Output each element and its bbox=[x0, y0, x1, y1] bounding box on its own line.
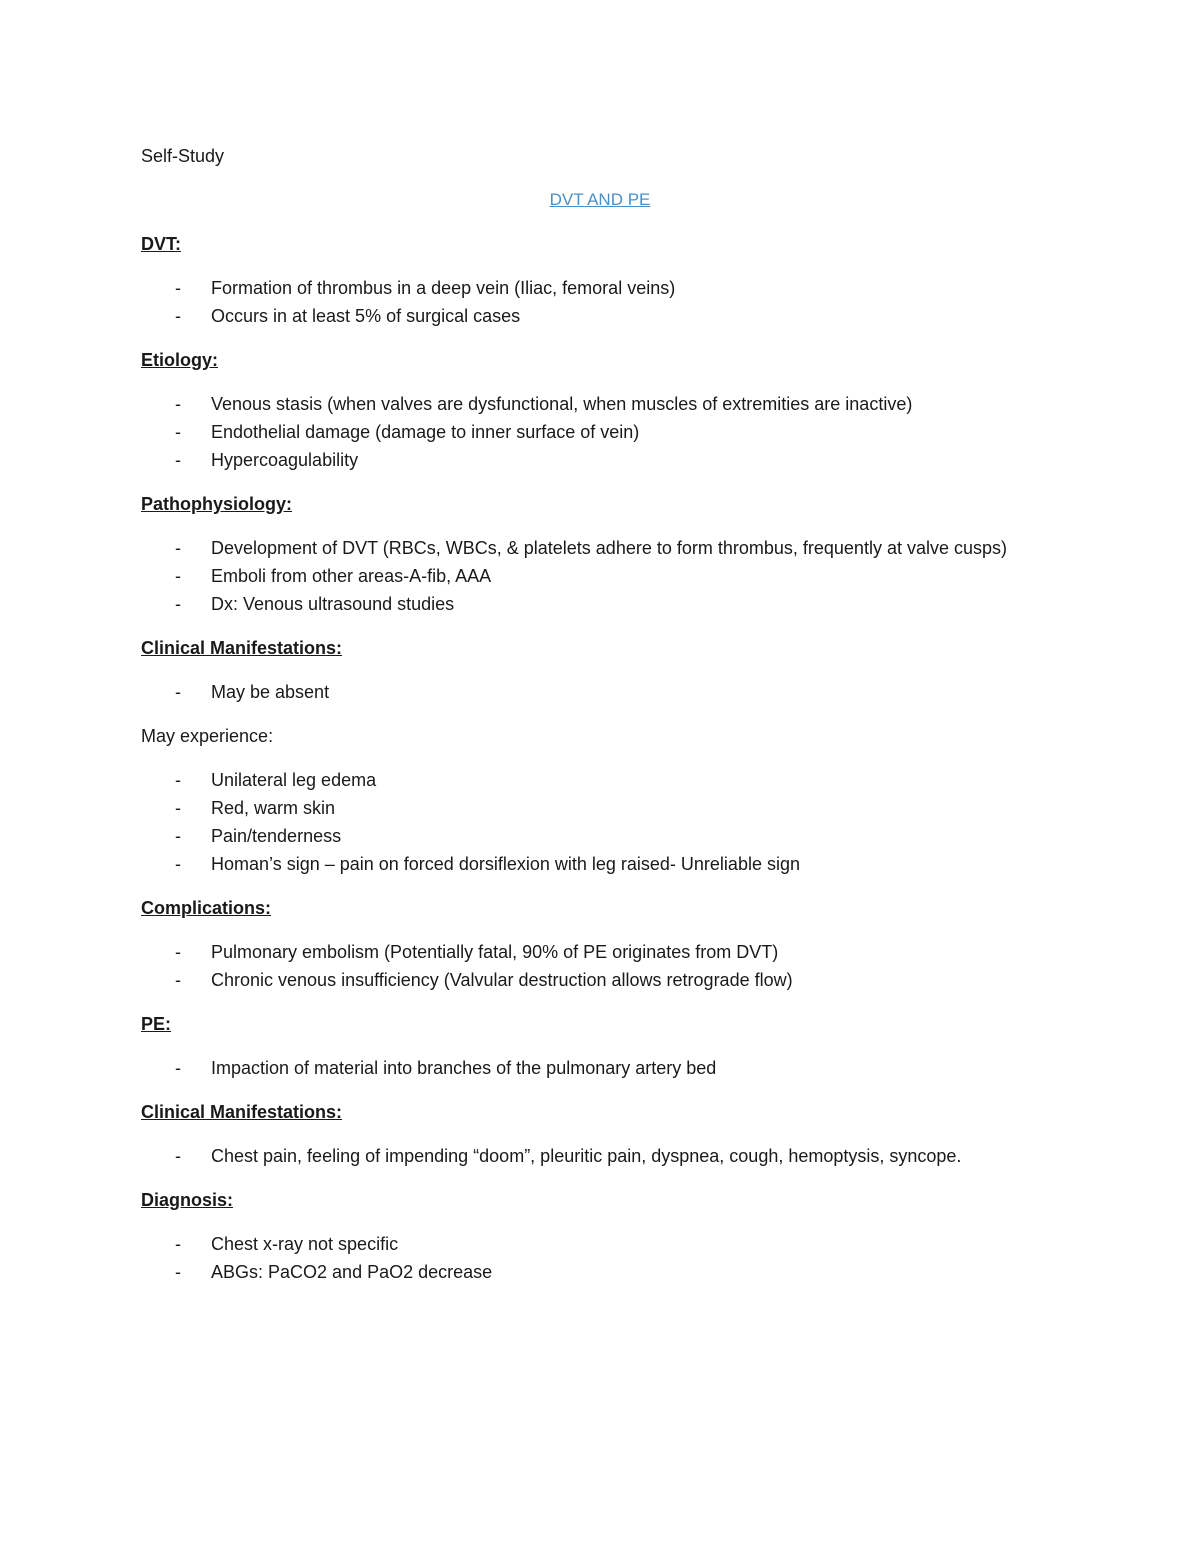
list-item bbox=[141, 850, 1059, 878]
list-pe bbox=[141, 1054, 1059, 1082]
list-item bbox=[141, 274, 1059, 302]
list-item-text: Chest pain, feeling of impending “doom”, pleuritic pain, dyspnea, cough, hemoptysis, syncope. bbox=[211, 1146, 962, 1166]
list-item bbox=[141, 678, 1059, 706]
dash-bullet: - bbox=[175, 798, 181, 818]
dash-bullet: - bbox=[175, 1262, 181, 1282]
list-item bbox=[141, 446, 1059, 474]
list-item-text: Occurs in at least 5% of surgical cases bbox=[211, 306, 521, 326]
list-item-text: ABGs: PaCO2 and PaO2 decrease bbox=[211, 1262, 493, 1282]
list-item bbox=[141, 390, 1059, 418]
list-etiology bbox=[141, 390, 1059, 474]
list-item-text: Dx: Venous ultrasound studies bbox=[211, 594, 455, 614]
list-pe-clinical bbox=[141, 1142, 1059, 1170]
list-item-text: Pain/tenderness bbox=[211, 826, 342, 846]
list-item bbox=[141, 302, 1059, 330]
list-item bbox=[141, 822, 1059, 850]
dash-bullet: - bbox=[175, 1058, 181, 1078]
list-item-text: Pulmonary embolism (Potentially fatal, 90% of PE originates from DVT) bbox=[211, 942, 779, 962]
list-item bbox=[141, 1230, 1059, 1258]
list-item-text: Hypercoagulability bbox=[211, 450, 359, 470]
list-item bbox=[141, 966, 1059, 994]
dash-bullet: - bbox=[175, 450, 181, 470]
list-item-text: Emboli from other areas-A-fib, AAA bbox=[211, 566, 492, 586]
list-dvt-clinical bbox=[141, 678, 1059, 706]
dash-bullet: - bbox=[175, 854, 181, 874]
section-heading-dvt-clinical: Clinical Manifestations: bbox=[141, 638, 343, 658]
list-item-text: Impaction of material into branches of the pulmonary artery bed bbox=[211, 1058, 717, 1078]
dash-bullet: - bbox=[175, 538, 181, 558]
dash-bullet: - bbox=[175, 278, 181, 298]
list-pathophysiology bbox=[141, 534, 1059, 618]
list-item-text: Unilateral leg edema bbox=[211, 770, 377, 790]
list-item-text: May be absent bbox=[211, 682, 330, 702]
section-heading-complications: Complications: bbox=[141, 898, 272, 918]
section-heading-dvt: DVT: bbox=[141, 234, 181, 254]
list-item bbox=[141, 794, 1059, 822]
list-item-text: Formation of thrombus in a deep vein (Iliac, femoral veins) bbox=[211, 278, 676, 298]
dash-bullet: - bbox=[175, 1234, 181, 1254]
section-heading-pe-clinical: Clinical Manifestations: bbox=[141, 1102, 343, 1122]
list-item bbox=[141, 938, 1059, 966]
list-item-text: Homan’s sign – pain on forced dorsiflexion with leg raised- Unreliable sign bbox=[211, 854, 800, 874]
dash-bullet: - bbox=[175, 826, 181, 846]
list-item bbox=[141, 562, 1059, 590]
dash-bullet: - bbox=[175, 970, 181, 990]
dash-bullet: - bbox=[175, 306, 181, 326]
may-experience-label: May experience: bbox=[141, 726, 274, 746]
list-item bbox=[141, 1054, 1059, 1082]
dash-bullet: - bbox=[175, 594, 181, 614]
dash-bullet: - bbox=[175, 682, 181, 702]
section-heading-etiology: Etiology: bbox=[141, 350, 218, 370]
list-item-text: Development of DVT (RBCs, WBCs, & platelets adhere to form thrombus, frequently at valve cusps) bbox=[211, 538, 1007, 558]
list-item-text: Red, warm skin bbox=[211, 798, 336, 818]
section-heading-diagnosis: Diagnosis: bbox=[141, 1190, 234, 1210]
section-heading-pe: PE: bbox=[141, 1014, 172, 1034]
list-item-text: Chronic venous insufficiency (Valvular destruction allows retrograde flow) bbox=[211, 970, 793, 990]
dash-bullet: - bbox=[175, 422, 181, 442]
dash-bullet: - bbox=[175, 942, 181, 962]
dash-bullet: - bbox=[175, 394, 181, 414]
list-item bbox=[141, 590, 1059, 618]
list-diagnosis bbox=[141, 1230, 1059, 1286]
list-item bbox=[141, 1142, 1059, 1170]
list-dvt bbox=[141, 274, 1059, 330]
section-heading-pathophysiology: Pathophysiology: bbox=[141, 494, 293, 514]
self-study-label: Self-Study bbox=[141, 146, 225, 166]
list-item-text: Venous stasis (when valves are dysfunctional, when muscles of extremities are inactive) bbox=[211, 394, 913, 414]
document-title: DVT AND PE bbox=[549, 190, 651, 209]
dash-bullet: - bbox=[175, 566, 181, 586]
dash-bullet: - bbox=[175, 1146, 181, 1166]
list-may-experience bbox=[141, 766, 1059, 878]
list-item-text: Endothelial damage (damage to inner surface of vein) bbox=[211, 422, 640, 442]
list-item bbox=[141, 534, 1059, 562]
list-item bbox=[141, 766, 1059, 794]
list-item bbox=[141, 1258, 1059, 1286]
document-page bbox=[141, 142, 1059, 1286]
dash-bullet: - bbox=[175, 770, 181, 790]
list-complications bbox=[141, 938, 1059, 994]
list-item-text: Chest x-ray not specific bbox=[211, 1234, 399, 1254]
list-item bbox=[141, 418, 1059, 446]
